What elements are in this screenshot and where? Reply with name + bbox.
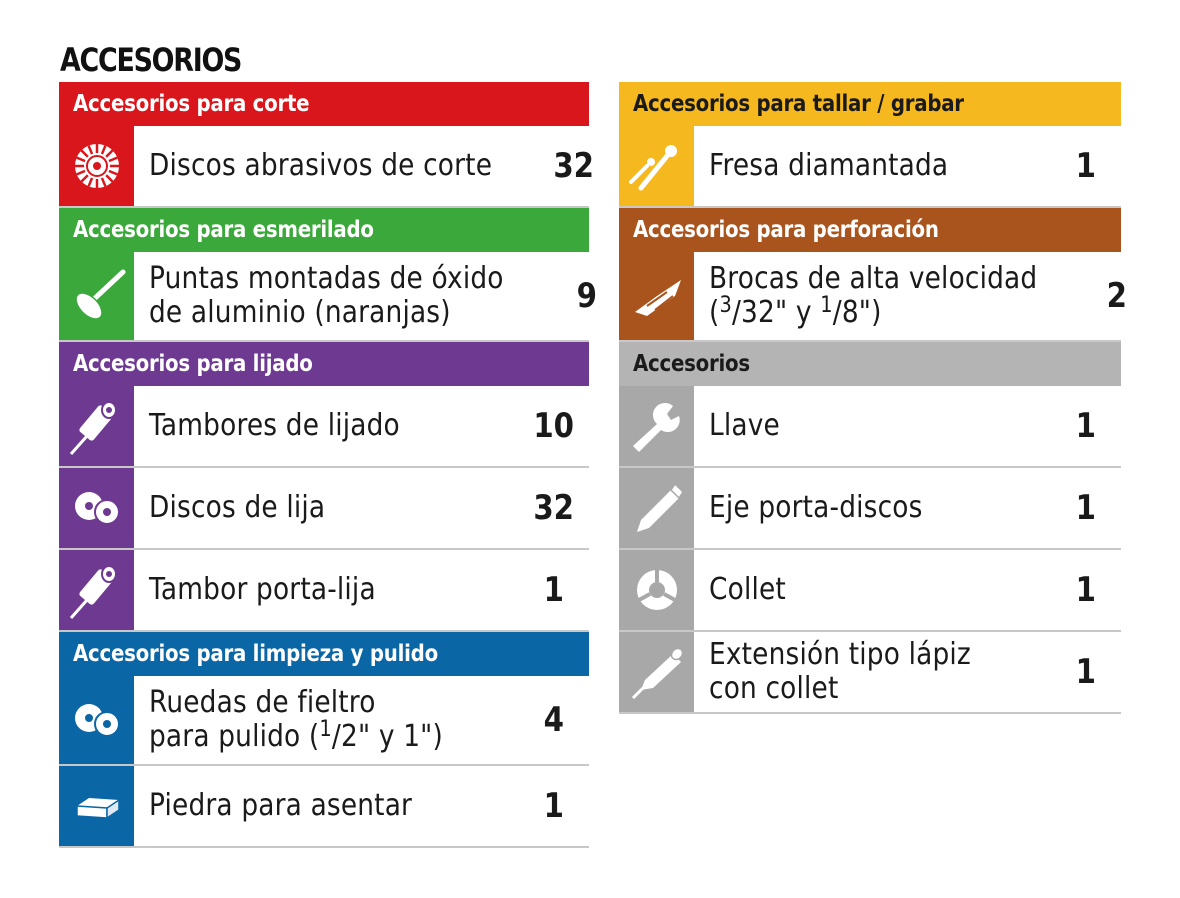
item-row [619,386,1121,468]
grinding-point-icon [59,252,134,340]
item-row [59,550,589,632]
item-label: Piedra para asentar [149,788,413,823]
sharpening-stone-icon [59,766,134,846]
item-quantity: 1 [1075,488,1097,528]
item-label: Discos de lija [149,490,326,525]
drill-bit-icon [619,252,694,340]
cutting-disc-icon [59,126,134,206]
item-quantity: 1 [1075,570,1097,610]
right-column [619,82,1128,714]
item-label: Extensión tipo lápiz con collet [709,637,971,706]
item-quantity: 10 [533,406,575,446]
item-row [59,252,598,342]
item-quantity: 2 [1106,276,1128,316]
section-header-corte: Accesorios para corte [59,82,589,126]
section-header-accesorios: Accesorios [619,342,1121,386]
item-row [619,252,1128,342]
item-label: Brocas de alta velocidad ($^3$/32" y $^1$/8") [709,261,1038,330]
item-quantity: 32 [553,146,595,186]
sanding-drum-icon [59,386,134,466]
item-row [619,468,1121,550]
item-quantity: 4 [543,700,565,740]
felt-wheels-icon [59,676,134,764]
item-row [59,386,589,468]
diamond-bit-icon [619,126,694,206]
item-label: Collet [709,572,786,607]
item-row [59,766,589,848]
collet-icon [619,550,694,630]
item-quantity: 1 [543,570,565,610]
item-label: Tambor porta-lija [149,572,376,607]
item-label: Discos abrasivos de corte [149,148,493,183]
item-quantity: 1 [1075,406,1097,446]
item-quantity: 9 [576,276,598,316]
left-column [59,82,598,848]
section-header-limpieza: Accesorios para limpieza y pulido [59,632,589,676]
item-quantity: 1 [1075,652,1097,692]
page-title: ACCESORIOS [60,41,242,79]
item-label: Eje porta-discos [709,490,923,525]
item-row [619,550,1121,632]
section-header-lijado: Accesorios para lijado [59,342,589,386]
drum-mandrel-icon [59,550,134,630]
item-row [619,126,1121,208]
item-quantity: 1 [1075,146,1097,186]
item-row [59,468,589,550]
item-row [619,632,1121,714]
item-label: Llave [709,408,780,443]
item-row [59,126,595,208]
item-label: Tambores de lijado [149,408,400,443]
item-quantity: 32 [533,488,575,528]
section-header-esmerilado: Accesorios para esmerilado [59,208,589,252]
section-header-perforacion: Accesorios para perforación [619,208,1121,252]
section-header-tallar: Accesorios para tallar / grabar [619,82,1121,126]
pencil-extension-icon [619,632,694,712]
sanding-discs-icon [59,468,134,548]
item-label: Fresa diamantada [709,148,949,183]
item-quantity: 1 [543,786,565,826]
item-label: Puntas montadas de óxido de aluminio (naranjas) [149,261,504,330]
mandrel-pen-icon [619,468,694,548]
wrench-icon [619,386,694,466]
item-row [59,676,589,766]
item-label: Ruedas de fieltro para pulido ($^1$/2" y 1") [149,685,443,754]
